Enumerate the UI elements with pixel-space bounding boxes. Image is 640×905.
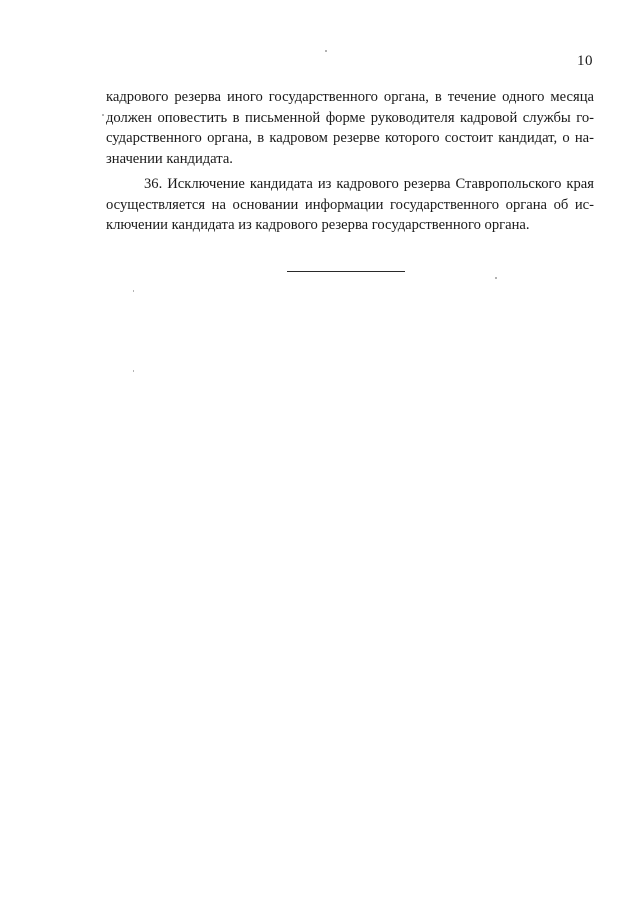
scan-speck (325, 50, 327, 52)
text-line: сударственного органа, в кадровом резерве которого состоит кандидат, о на- (106, 130, 594, 146)
text-line: значении кандидата. (106, 150, 233, 167)
page-number: 10 (577, 53, 593, 69)
text-line: должен оповестить в письменной форме руководителя кадровой службы го- (106, 109, 594, 126)
scan-speck (495, 277, 497, 279)
scan-speck (102, 114, 104, 116)
scan-speck (133, 290, 134, 292)
text-line: 36. Исключение кандидата из кадрового резерва Ставропольского края (144, 176, 594, 192)
end-of-text-rule (287, 271, 405, 272)
paragraph-continuation (106, 87, 594, 169)
text-line: осуществляется на основании информации государственного органа об ис- (106, 196, 594, 213)
text-line: ключении кандидата из кадрового резерва государственного органа. (106, 217, 530, 233)
text-line: кадрового резерва иного государственного органа, в течение одного месяца (106, 89, 594, 105)
paragraph-36 (106, 174, 594, 236)
scan-speck (133, 370, 134, 372)
